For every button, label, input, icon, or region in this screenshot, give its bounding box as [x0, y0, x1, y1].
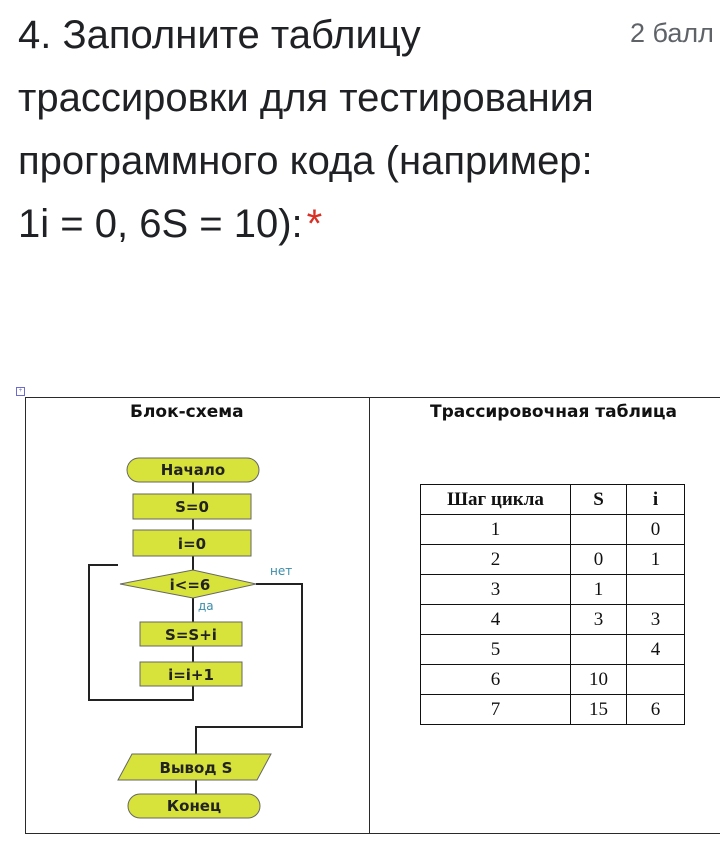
end-label: Конец [166, 797, 222, 815]
points-label: 2 балл [630, 18, 714, 48]
cell-i: 1 [627, 545, 685, 575]
table-header-row [421, 485, 685, 515]
table-row [421, 695, 685, 725]
header-step: Шаг цикла [421, 485, 571, 515]
cell-i [627, 575, 685, 605]
cell-s: 3 [571, 605, 627, 635]
cell-step: 6 [421, 665, 571, 695]
yes-label: да [198, 599, 214, 613]
cell-step: 7 [421, 695, 571, 725]
init-s-label: S=0 [175, 498, 209, 516]
cell-i: 0 [627, 515, 685, 545]
cell-i [627, 665, 685, 695]
trace-table [420, 484, 685, 725]
cell-step: 4 [421, 605, 571, 635]
cell-s: 0 [571, 545, 627, 575]
question-text: 4. Заполните таблицу трассировки для тестирования программного кода (например: 1i = 0, 6S = 10): [18, 13, 594, 246]
cell-step: 1 [421, 515, 571, 545]
flowchart-title: Блок-схема [130, 402, 244, 422]
sum-label: S=S+i [165, 626, 217, 644]
cell-step: 3 [421, 575, 571, 605]
cell-step: 2 [421, 545, 571, 575]
image-placeholder-icon: + [16, 387, 25, 396]
cell-i: 3 [627, 605, 685, 635]
cell-step: 5 [421, 635, 571, 665]
cell-s: 10 [571, 665, 627, 695]
table-row [421, 635, 685, 665]
no-label: нет [270, 564, 293, 578]
header-i: i [627, 485, 685, 515]
table-row [421, 605, 685, 635]
table-row [421, 575, 685, 605]
table-title: Трассировочная таблица [430, 402, 677, 422]
output-label: Вывод S [159, 759, 233, 777]
table-row [421, 515, 685, 545]
cell-i: 6 [627, 695, 685, 725]
header-s: S [571, 485, 627, 515]
increment-label: i=i+1 [168, 666, 214, 684]
cell-s: 15 [571, 695, 627, 725]
cell-s [571, 515, 627, 545]
cell-i: 4 [627, 635, 685, 665]
table-row [421, 545, 685, 575]
start-label: Начало [160, 461, 226, 479]
cell-s: 1 [571, 575, 627, 605]
table-row [421, 665, 685, 695]
condition-label: i<=6 [169, 576, 211, 594]
required-asterisk: * [306, 202, 323, 246]
init-i-label: i=0 [177, 535, 207, 553]
cell-s [571, 635, 627, 665]
